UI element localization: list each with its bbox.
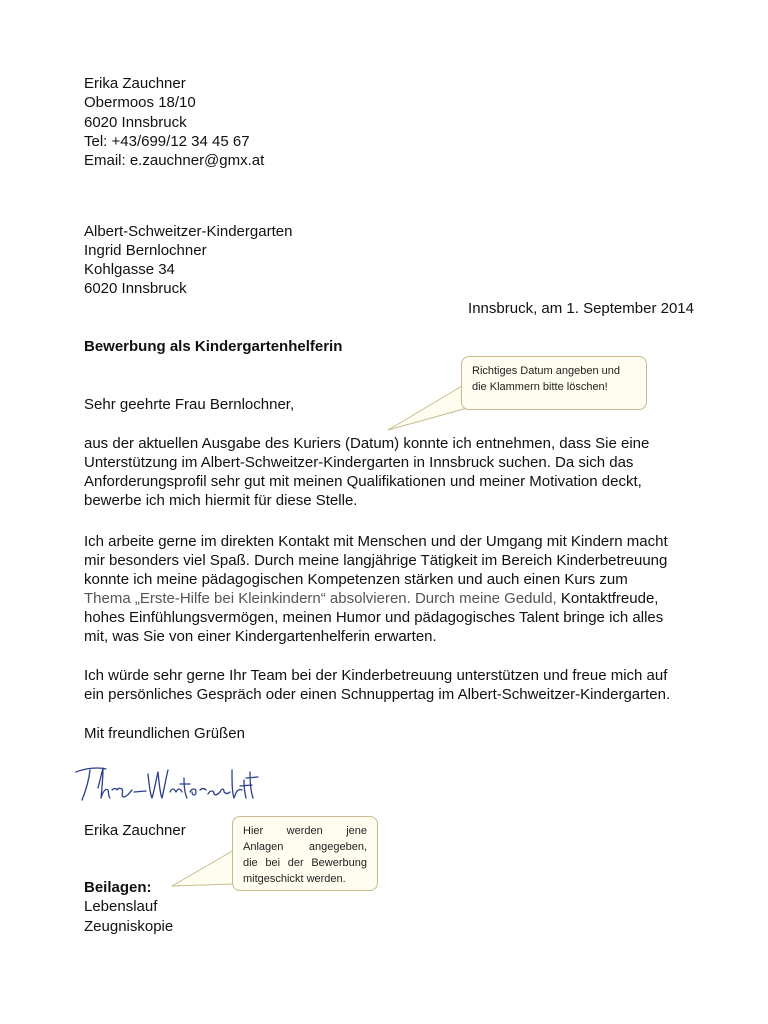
paragraph-line: Ich würde sehr gerne Ihr Team bei der Kinderbetreuung unterstützen und freue mich auf	[84, 667, 668, 684]
sender-street: Obermoos 18/10	[84, 94, 196, 111]
paragraph-closing-request	[84, 666, 696, 704]
callout-attachments-hint	[232, 816, 378, 891]
subject-line: Bewerbung als Kindergartenhelferin	[84, 338, 343, 355]
date-line: Innsbruck, am 1. September 2014	[468, 300, 694, 317]
paragraph-line: Unterstützung im Albert-Schweitzer-Kindergarten in Innsbruck suchen. Da sich das	[84, 454, 634, 471]
callout-line: die Klammern bitte löschen!	[472, 381, 608, 393]
callout-line: Richtiges Datum angeben und	[472, 365, 620, 377]
recipient-street: Kohlgasse 34	[84, 261, 175, 278]
paragraph-line: mit, was Sie von einer Kindergartenhelferin erwarten.	[84, 628, 437, 645]
paragraph-line: konnte ich meine pädagogischen Kompetenzen stärken und auch einen Kurs zum	[84, 571, 628, 588]
paragraph-intro	[84, 434, 696, 510]
paragraph-line: aus der aktuellen Ausgabe des Kuriers (Datum) konnte ich entnehmen, dass Sie eine	[84, 435, 650, 452]
recipient-organisation: Albert-Schweitzer-Kindergarten	[84, 223, 293, 240]
sender-name: Erika Zauchner	[84, 75, 186, 92]
paragraph-line: Ich arbeite gerne im direkten Kontakt mit Menschen und der Umgang mit Kindern macht	[84, 533, 668, 550]
paragraph-experience	[84, 532, 696, 646]
attachment-item: Lebenslauf	[84, 898, 158, 915]
callout-date-hint	[461, 356, 647, 410]
callout-line: mitgeschickt werden.	[243, 873, 346, 885]
recipient-contact: Ingrid Bernlochner	[84, 242, 207, 259]
callout-line: die bei der Bewerbung	[243, 857, 367, 869]
paragraph-line: mir besonders viel Spaß. Durch meine langjährige Tätigkeit im Bereich Kinderbetreuung	[84, 552, 668, 569]
paragraph-line-rest: Kontaktfreude,	[556, 590, 659, 607]
sender-city: 6020 Innsbruck	[84, 114, 187, 131]
paragraph-line: hohes Einfühlungsvermögen, meinen Humor und pädagogisches Talent bringe ich alles	[84, 609, 664, 626]
paragraph-line: ein persönliches Gespräch oder einen Schnuppertag im Albert-Schweitzer-Kindergarten.	[84, 686, 671, 703]
attachment-item: Zeugniskopie	[84, 918, 174, 935]
callout-line: Hier werden jene	[243, 825, 367, 837]
paragraph-line-faded: Thema „Erste-Hilfe bei Kleinkindern“ absolvieren. Durch meine Geduld,	[84, 590, 557, 607]
paragraph-line: bewerbe ich mich hiermit für diese Stelle.	[84, 492, 358, 509]
callout-line: Anlagen angegeben,	[243, 841, 367, 853]
signature-image	[72, 758, 262, 814]
signed-name: Erika Zauchner	[84, 822, 186, 839]
sender-phone: Tel: +43/699/12 34 45 67	[84, 133, 250, 150]
attachments-heading: Beilagen:	[84, 879, 152, 896]
sender-email: Email: e.zauchner@gmx.at	[84, 152, 265, 169]
paragraph-line	[84, 589, 696, 608]
recipient-city: 6020 Innsbruck	[84, 280, 187, 297]
closing-phrase: Mit freundlichen Grüßen	[84, 725, 245, 742]
paragraph-line: Anforderungsprofil sehr gut mit meinen Qualifikationen und meiner Motivation deckt,	[84, 473, 642, 490]
salutation: Sehr geehrte Frau Bernlochner,	[84, 396, 295, 413]
